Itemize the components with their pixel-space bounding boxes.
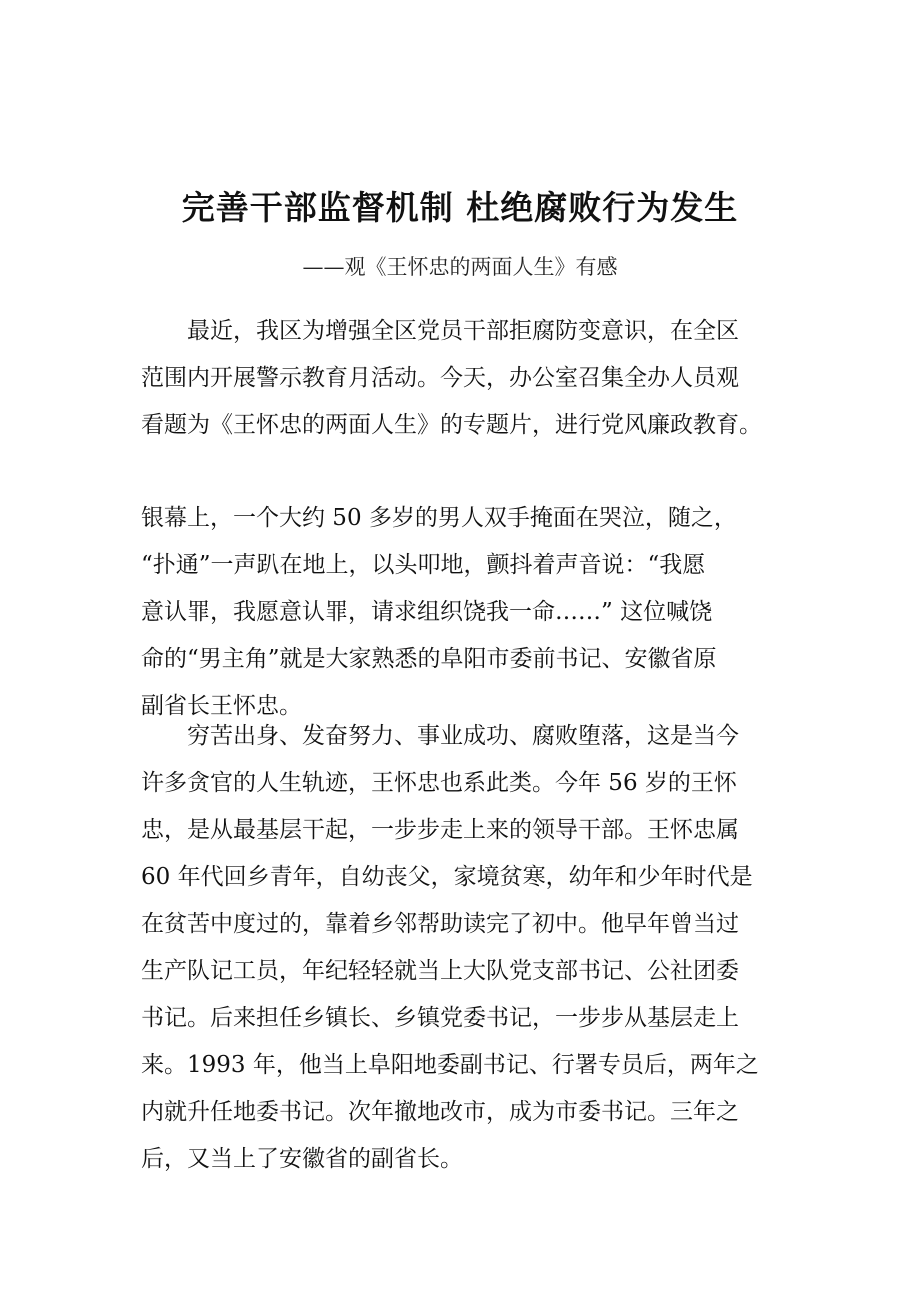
paragraph-line: 忠，是从最基层干起，一步步走上来的领导干部。王怀忠属 <box>141 817 739 843</box>
paragraph-line: 命的“男主角”就是大家熟悉的阜阳市委前书记、安徽省原 <box>141 646 717 672</box>
paragraph-line: 意认罪，我愿意认罪，请求组织饶我一命……” 这位喊饶 <box>141 599 713 625</box>
paragraph-line: 生产队记工员，年纪轻轻就当上大队党支部书记、公社团委 <box>141 958 739 984</box>
document-subtitle: ——观《王怀忠的两面人生》有感 <box>302 255 618 279</box>
paragraph-line: 看题为《王怀忠的两面人生》的专题片，进行党风廉政教育。 <box>141 412 762 438</box>
document-title: 完善干部监督机制 杜绝腐败行为发生 <box>181 188 739 227</box>
paragraph-line: 银幕上，一个大约 50 多岁的男人双手掩面在哭泣，随之， <box>141 505 737 531</box>
paragraph-line: 副省长王怀忠。 <box>141 693 302 719</box>
paragraph-line: 后，又当上了安徽省的副省长。 <box>141 1146 463 1172</box>
paragraph-line: 在贫苦中度过的，靠着乡邻帮助读完了初中。他早年曾当过 <box>141 911 739 937</box>
paragraph-intro <box>141 308 781 449</box>
paragraph-line: 来。1993 年，他当上阜阳地委副书记、行署专员后，两年之 <box>141 1052 759 1078</box>
paragraph-line: 许多贪官的人生轨迹，王怀忠也系此类。今年 56 岁的王怀 <box>141 770 737 796</box>
paragraph-line: 书记。后来担任乡镇长、乡镇党委书记，一步步从基层走上 <box>141 1005 739 1031</box>
paragraph-line: 范围内开展警示教育月活动。今天，办公室召集全办人员观 <box>141 365 739 391</box>
paragraph-line: 60 年代回乡青年，自幼丧父，家境贫寒，幼年和少年时代是 <box>141 864 753 890</box>
paragraph-line: 内就升任地委书记。次年撤地改市，成为市委书记。三年之 <box>141 1099 739 1125</box>
paragraph-career <box>141 713 781 1183</box>
paragraph-screen-scene <box>141 495 781 730</box>
paragraph-line: 穷苦出身、发奋努力、事业成功、腐败堕落，这是当今 <box>141 723 739 749</box>
paragraph-line: “扑通”一声趴在地上，以头叩地，颤抖着声音说：“我愿 <box>141 552 706 578</box>
paragraph-line: 最近，我区为增强全区党员干部拒腐防变意识，在全区 <box>141 318 739 344</box>
